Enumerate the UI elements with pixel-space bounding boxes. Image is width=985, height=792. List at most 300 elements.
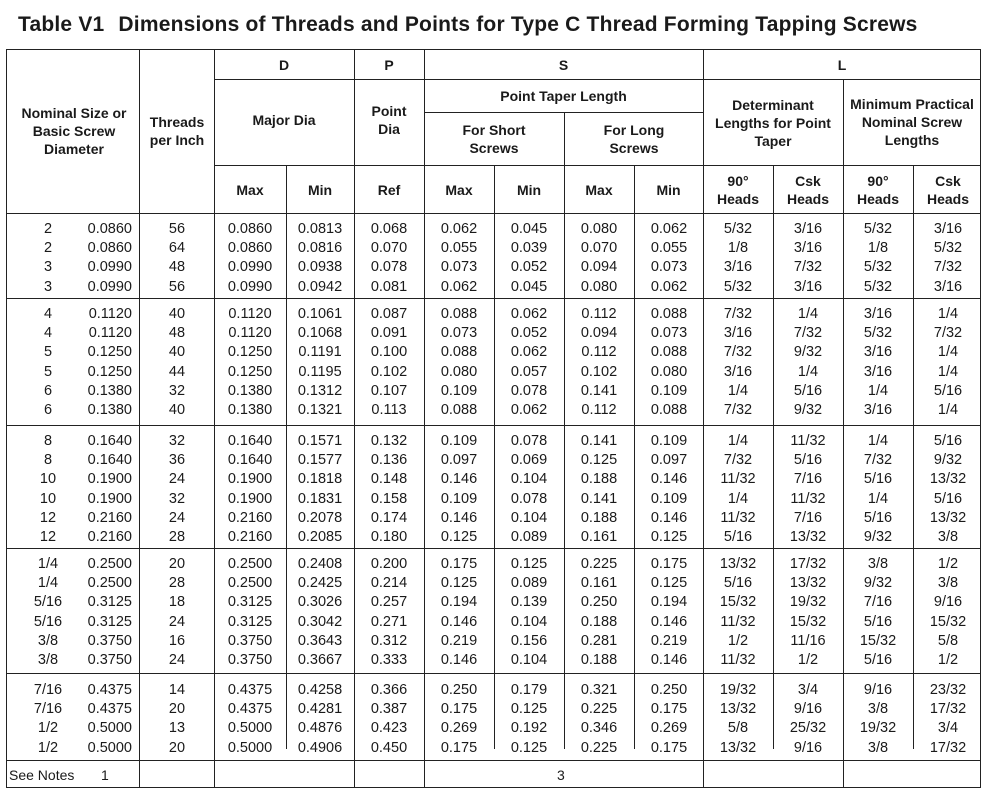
cell-d-min: 0.3026 <box>297 594 343 611</box>
cell-s-long-min: 0.073 <box>650 325 688 342</box>
cell-det-90-heads: 7/32 <box>723 344 753 361</box>
cell-basic-diameter: 0.1120 <box>88 306 132 322</box>
cell-nominal-size: 3/8 <box>37 632 59 649</box>
cell-min-csk-heads: 17/32 <box>929 701 967 718</box>
cell-det-90-heads: 5/16 <box>723 529 753 545</box>
cell-s-short-min: 0.045 <box>510 278 548 295</box>
cell-s-short-min: 0.078 <box>510 433 548 449</box>
cell-threads-per-inch: 24 <box>168 613 186 630</box>
cell-s-long-min: 0.073 <box>650 259 688 276</box>
cell-min-90-heads: 5/16 <box>863 613 893 630</box>
cell-s-short-max: 0.109 <box>440 382 478 399</box>
cell-p-ref: 0.113 <box>371 402 407 418</box>
cell-min-90-heads: 5/16 <box>863 652 893 668</box>
cell-min-90-heads: 9/32 <box>863 575 893 592</box>
cell-s-long-max: 0.281 <box>580 632 618 649</box>
cell-nominal-size: 1/2 <box>37 739 59 756</box>
cell-threads-per-inch: 48 <box>168 259 186 276</box>
cell-d-min: 0.3643 <box>297 632 343 649</box>
cell-s-short-min: 0.052 <box>510 259 548 276</box>
cell-s-long-max: 0.080 <box>580 278 618 295</box>
cell-det-csk-heads: 3/16 <box>793 278 823 295</box>
cell-s-long-max: 0.188 <box>580 613 618 630</box>
cell-nominal-size: 5/16 <box>33 594 63 611</box>
cell-d-max: 0.2500 <box>227 575 273 592</box>
cell-p-ref: 0.068 <box>370 221 408 237</box>
cell-min-csk-heads: 15/32 <box>929 613 967 630</box>
header-s: S <box>558 56 569 73</box>
cell-d-max: 0.4375 <box>227 701 273 718</box>
cell-p-ref: 0.070 <box>370 240 408 257</box>
cell-threads-per-inch: 40 <box>168 344 186 361</box>
cell-nominal-size: 12 <box>39 509 57 526</box>
cell-d-min: 0.1191 <box>298 344 342 361</box>
header-threads-per-inch: Threads per Inch <box>149 114 205 148</box>
cell-d-min: 0.2408 <box>297 556 343 572</box>
cell-min-csk-heads: 1/4 <box>937 306 959 322</box>
cell-nominal-size: 6 <box>43 382 53 399</box>
cell-min-csk-heads: 3/8 <box>937 529 959 545</box>
cell-s-long-max: 0.125 <box>580 452 618 469</box>
cell-min-90-heads: 19/32 <box>859 720 897 737</box>
cell-min-90-heads: 9/32 <box>863 529 893 545</box>
cell-s-long-max: 0.080 <box>580 221 618 237</box>
header-d-min: Min <box>307 181 333 198</box>
cell-nominal-size: 3 <box>43 278 53 295</box>
cell-s-long-min: 0.175 <box>650 556 688 572</box>
cell-s-short-min: 0.089 <box>510 575 548 592</box>
cell-p-ref: 0.087 <box>370 306 408 322</box>
cell-s-short-max: 0.175 <box>440 701 478 718</box>
cell-basic-diameter: 0.1640 <box>87 433 132 449</box>
cell-det-90-heads: 1/8 <box>727 240 749 257</box>
header-det-csk-heads: Csk Heads <box>786 172 830 207</box>
cell-min-90-heads: 9/16 <box>863 682 893 698</box>
cell-d-min: 0.1068 <box>297 325 343 342</box>
header-short-screws: For Short Screws <box>462 122 526 156</box>
header-det-90-heads: 90° Heads <box>716 172 760 207</box>
header-p-ref: Ref <box>377 181 401 198</box>
cell-basic-diameter: 0.1120 <box>88 325 132 342</box>
cell-d-max: 0.0990 <box>227 278 273 295</box>
cell-p-ref: 0.078 <box>370 259 408 276</box>
cell-s-long-min: 0.088 <box>650 344 688 361</box>
header-min-csk-heads: Csk Heads <box>926 172 970 207</box>
cell-p-ref: 0.312 <box>370 632 408 649</box>
cell-d-min: 0.4258 <box>297 682 343 698</box>
cell-s-long-min: 0.055 <box>650 240 688 257</box>
row-divider <box>6 548 981 549</box>
cell-s-short-max: 0.125 <box>440 529 478 545</box>
cell-det-90-heads: 11/32 <box>720 652 756 668</box>
cell-s-short-max: 0.250 <box>440 682 478 698</box>
cell-nominal-size: 2 <box>43 221 53 237</box>
cell-s-short-min: 0.089 <box>510 529 548 545</box>
cell-threads-per-inch: 40 <box>168 306 186 322</box>
cell-d-min: 0.2425 <box>297 575 343 592</box>
cell-s-short-min: 0.045 <box>510 221 548 237</box>
cell-d-max: 0.1900 <box>227 490 273 507</box>
row-divider <box>424 112 703 113</box>
cell-s-long-min: 0.194 <box>650 594 688 611</box>
cell-s-short-min: 0.179 <box>510 682 548 698</box>
cell-p-ref: 0.136 <box>370 452 408 469</box>
cell-p-ref: 0.132 <box>370 433 408 449</box>
cell-basic-diameter: 0.2160 <box>87 509 132 526</box>
cell-nominal-size: 4 <box>43 325 53 342</box>
header-d-max: Max <box>236 181 264 198</box>
cell-threads-per-inch: 24 <box>168 509 186 526</box>
cell-p-ref: 0.107 <box>370 382 408 399</box>
cell-d-min: 0.1571 <box>297 433 343 449</box>
cell-threads-per-inch: 64 <box>168 240 186 257</box>
cell-det-csk-heads: 1/4 <box>797 363 819 380</box>
cell-threads-per-inch: 32 <box>168 382 186 399</box>
cell-threads-per-inch: 20 <box>168 556 186 572</box>
cell-s-long-min: 0.175 <box>650 739 688 756</box>
cell-basic-diameter: 0.1900 <box>87 471 132 488</box>
cell-p-ref: 0.081 <box>370 278 408 295</box>
cell-s-short-max: 0.146 <box>440 652 478 668</box>
cell-basic-diameter: 0.2160 <box>87 529 132 545</box>
cell-det-90-heads: 3/16 <box>723 259 753 276</box>
cell-threads-per-inch: 14 <box>168 682 186 698</box>
cell-basic-diameter: 0.1250 <box>87 363 132 380</box>
cell-s-long-max: 0.141 <box>580 433 618 449</box>
cell-basic-diameter: 0.3125 <box>87 613 132 630</box>
cell-min-csk-heads: 5/16 <box>933 382 963 399</box>
header-major-dia: Major Dia <box>252 112 316 128</box>
cell-threads-per-inch: 56 <box>168 221 186 237</box>
cell-min-90-heads: 3/16 <box>863 306 893 322</box>
cell-det-90-heads: 11/32 <box>720 613 756 630</box>
cell-threads-per-inch: 36 <box>168 452 186 469</box>
cell-p-ref: 0.174 <box>370 509 408 526</box>
cell-s-short-min: 0.156 <box>510 632 548 649</box>
cell-d-max: 0.1250 <box>227 344 273 361</box>
cell-nominal-size: 10 <box>39 490 57 507</box>
cell-s-long-min: 0.146 <box>650 471 688 488</box>
header-determinant-lengths: Determinant Lengths for Point Taper <box>715 97 831 149</box>
header-point-dia: Point Dia <box>371 103 407 137</box>
cell-det-csk-heads: 7/32 <box>793 325 823 342</box>
cell-p-ref: 0.214 <box>370 575 408 592</box>
cell-det-90-heads: 5/32 <box>723 278 753 295</box>
cell-basic-diameter: 0.5000 <box>87 739 132 756</box>
cell-s-long-min: 0.088 <box>650 306 688 322</box>
header-long-min: Min <box>656 181 681 198</box>
cell-p-ref: 0.148 <box>370 471 408 488</box>
cell-min-90-heads: 5/32 <box>863 278 893 295</box>
cell-min-90-heads: 5/16 <box>863 471 893 488</box>
cell-s-short-min: 0.104 <box>510 613 548 630</box>
cell-det-csk-heads: 9/16 <box>793 739 823 756</box>
cell-p-ref: 0.100 <box>370 344 408 361</box>
cell-nominal-size: 1/4 <box>37 556 59 572</box>
cell-s-long-min: 0.109 <box>650 433 688 449</box>
notes-label: See Notes <box>9 767 75 783</box>
cell-s-long-min: 0.080 <box>650 363 688 380</box>
cell-nominal-size: 5 <box>43 363 53 380</box>
cell-det-csk-heads: 7/16 <box>793 509 823 526</box>
cell-s-short-max: 0.055 <box>440 240 478 257</box>
cell-d-max: 0.0860 <box>227 240 273 257</box>
cell-min-csk-heads: 1/2 <box>937 556 959 572</box>
cell-s-short-max: 0.269 <box>440 720 478 737</box>
cell-s-short-min: 0.125 <box>510 556 548 572</box>
cell-s-long-max: 0.321 <box>580 682 618 698</box>
cell-s-long-min: 0.109 <box>650 490 688 507</box>
cell-det-90-heads: 1/4 <box>727 433 749 449</box>
cell-min-90-heads: 1/4 <box>867 382 889 399</box>
cell-min-90-heads: 3/8 <box>867 556 889 572</box>
header-min-90-heads: 90° Heads <box>856 172 900 207</box>
cell-min-90-heads: 1/4 <box>867 433 889 449</box>
cell-basic-diameter: 0.2500 <box>87 556 132 572</box>
cell-nominal-size: 5 <box>43 344 53 361</box>
header-l: L <box>837 56 847 73</box>
cell-threads-per-inch: 13 <box>168 720 186 737</box>
cell-d-min: 0.0816 <box>297 240 343 257</box>
cell-s-long-min: 0.175 <box>650 701 688 718</box>
cell-det-csk-heads: 3/4 <box>797 682 819 698</box>
cell-basic-diameter: 0.2500 <box>87 575 132 592</box>
cell-det-90-heads: 1/4 <box>727 382 749 399</box>
cell-nominal-size: 5/16 <box>33 613 63 630</box>
cell-s-short-max: 0.088 <box>440 344 478 361</box>
cell-d-min: 0.3042 <box>297 613 343 630</box>
cell-s-long-min: 0.125 <box>650 575 688 592</box>
row-divider <box>6 298 981 299</box>
header-d: D <box>278 56 290 73</box>
cell-det-csk-heads: 19/32 <box>789 594 827 611</box>
cell-min-90-heads: 1/8 <box>867 240 889 257</box>
cell-s-short-max: 0.073 <box>440 259 478 276</box>
cell-min-csk-heads: 5/16 <box>933 490 963 507</box>
header-short-max: Max <box>445 181 473 198</box>
cell-s-short-max: 0.146 <box>440 471 478 488</box>
cell-s-long-min: 0.146 <box>650 613 688 630</box>
cell-s-short-min: 0.069 <box>510 452 548 469</box>
cell-det-csk-heads: 11/16 <box>790 632 826 649</box>
cell-d-max: 0.4375 <box>227 682 273 698</box>
cell-s-short-max: 0.073 <box>440 325 478 342</box>
cell-threads-per-inch: 28 <box>168 575 186 592</box>
cell-basic-diameter: 0.4375 <box>87 682 132 698</box>
cell-nominal-size: 3/8 <box>37 652 59 668</box>
cell-det-90-heads: 15/32 <box>719 594 757 611</box>
cell-min-90-heads: 5/32 <box>863 259 893 276</box>
cell-basic-diameter: 0.0860 <box>87 221 132 237</box>
cell-basic-diameter: 0.1900 <box>87 490 132 507</box>
row-divider <box>6 213 981 214</box>
cell-d-max: 0.2160 <box>227 509 273 526</box>
header-p: P <box>384 56 394 73</box>
cell-threads-per-inch: 44 <box>168 363 186 380</box>
cell-threads-per-inch: 16 <box>168 632 186 649</box>
cell-d-max: 0.2160 <box>227 529 273 545</box>
cell-min-csk-heads: 13/32 <box>929 471 967 488</box>
cell-min-csk-heads: 1/4 <box>937 363 959 380</box>
cell-det-90-heads: 3/16 <box>723 363 753 380</box>
cell-nominal-size: 12 <box>39 529 57 545</box>
cell-s-long-min: 0.146 <box>650 652 688 668</box>
cell-det-90-heads: 5/8 <box>727 720 749 737</box>
cell-min-csk-heads: 1/2 <box>937 652 959 668</box>
cell-det-csk-heads: 7/32 <box>793 259 823 276</box>
cell-d-max: 0.1380 <box>227 402 273 418</box>
cell-min-csk-heads: 17/32 <box>929 739 967 756</box>
cell-det-90-heads: 3/16 <box>723 325 753 342</box>
cell-d-min: 0.1831 <box>297 490 343 507</box>
cell-d-min: 0.1818 <box>297 471 343 488</box>
cell-nominal-size: 2 <box>43 240 53 257</box>
cell-d-min: 0.1577 <box>297 452 343 469</box>
cell-det-90-heads: 7/32 <box>723 402 753 418</box>
cell-d-min: 0.1061 <box>297 306 343 322</box>
cell-s-short-min: 0.078 <box>510 382 548 399</box>
cell-basic-diameter: 0.0990 <box>87 259 132 276</box>
cell-p-ref: 0.158 <box>370 490 408 507</box>
header-nominal-size: Nominal Size or Basic Screw Diameter <box>21 105 127 157</box>
cell-min-90-heads: 3/8 <box>867 701 889 718</box>
cell-s-short-min: 0.062 <box>510 344 548 361</box>
cell-det-90-heads: 19/32 <box>719 682 757 698</box>
cell-d-max: 0.3750 <box>227 652 273 668</box>
cell-min-csk-heads: 9/32 <box>933 452 963 469</box>
cell-nominal-size: 7/16 <box>33 682 63 698</box>
cell-threads-per-inch: 20 <box>168 739 186 756</box>
cell-d-min: 0.2085 <box>297 529 343 545</box>
cell-min-csk-heads: 7/32 <box>933 259 963 276</box>
cell-s-long-min: 0.088 <box>650 402 688 418</box>
header-long-screws: For Long Screws <box>603 122 665 156</box>
cell-det-csk-heads: 3/16 <box>793 221 823 237</box>
cell-d-max: 0.0860 <box>227 221 273 237</box>
cell-min-csk-heads: 3/16 <box>933 221 963 237</box>
cell-s-short-min: 0.104 <box>510 652 548 668</box>
cell-basic-diameter: 0.1380 <box>87 402 132 418</box>
cell-s-long-min: 0.109 <box>650 382 688 399</box>
cell-s-short-max: 0.088 <box>440 306 478 322</box>
cell-d-min: 0.0813 <box>297 221 343 237</box>
cell-det-90-heads: 7/32 <box>723 452 753 469</box>
cell-det-csk-heads: 1/4 <box>797 306 819 322</box>
cell-s-short-max: 0.062 <box>440 278 478 295</box>
cell-min-90-heads: 5/16 <box>863 509 893 526</box>
cell-threads-per-inch: 48 <box>168 325 186 342</box>
header-point-taper-length: Point Taper Length <box>500 88 627 104</box>
header-long-max: Max <box>585 181 613 198</box>
cell-s-long-max: 0.070 <box>580 240 618 257</box>
cell-s-short-min: 0.104 <box>510 509 548 526</box>
cell-det-90-heads: 13/32 <box>719 739 757 756</box>
cell-d-max: 0.2500 <box>227 556 273 572</box>
cell-s-short-max: 0.175 <box>440 739 478 756</box>
cell-nominal-size: 1/2 <box>37 720 59 737</box>
row-divider <box>6 673 981 674</box>
cell-p-ref: 0.257 <box>370 594 408 611</box>
cell-det-csk-heads: 25/32 <box>789 720 827 737</box>
table-caption: Dimensions of Threads and Points for Type C Thread Forming Tapping Screws <box>118 13 918 36</box>
cell-threads-per-inch: 18 <box>168 594 186 611</box>
cell-s-long-max: 0.188 <box>580 652 618 668</box>
cell-d-max: 0.1120 <box>228 325 272 342</box>
cell-s-short-max: 0.109 <box>440 490 478 507</box>
cell-p-ref: 0.091 <box>370 325 408 342</box>
cell-d-max: 0.5000 <box>227 720 273 737</box>
cell-s-long-max: 0.250 <box>580 594 618 611</box>
cell-det-90-heads: 13/32 <box>719 556 757 572</box>
cell-d-max: 0.1900 <box>227 471 273 488</box>
cell-det-90-heads: 1/2 <box>727 632 749 649</box>
cell-nominal-size: 1/4 <box>37 575 59 592</box>
cell-p-ref: 0.450 <box>370 739 408 756</box>
cell-nominal-size: 4 <box>43 306 53 322</box>
cell-d-min: 0.1312 <box>297 382 343 399</box>
cell-s-long-max: 0.102 <box>580 363 618 380</box>
cell-det-csk-heads: 9/32 <box>793 344 823 361</box>
cell-s-short-min: 0.052 <box>510 325 548 342</box>
cell-s-short-max: 0.175 <box>440 556 478 572</box>
header-min-practical-lengths: Minimum Practical Nominal Screw Lengths <box>850 96 974 148</box>
cell-s-long-max: 0.094 <box>580 259 618 276</box>
cell-s-short-max: 0.194 <box>440 594 478 611</box>
cell-basic-diameter: 0.3750 <box>87 652 132 668</box>
cell-s-short-max: 0.097 <box>440 452 478 469</box>
cell-basic-diameter: 0.3750 <box>87 632 132 649</box>
cell-p-ref: 0.423 <box>370 720 408 737</box>
cell-s-short-max: 0.219 <box>440 632 478 649</box>
cell-det-csk-heads: 5/16 <box>793 452 823 469</box>
cell-det-csk-heads: 11/32 <box>790 490 826 507</box>
cell-s-long-min: 0.146 <box>650 509 688 526</box>
cell-p-ref: 0.200 <box>370 556 408 572</box>
cell-min-90-heads: 3/8 <box>867 739 889 756</box>
cell-s-long-max: 0.094 <box>580 325 618 342</box>
cell-s-long-max: 0.112 <box>581 402 617 418</box>
cell-min-csk-heads: 3/16 <box>933 278 963 295</box>
cell-s-short-min: 0.062 <box>510 306 548 322</box>
cell-d-max: 0.5000 <box>227 739 273 756</box>
cell-s-long-min: 0.097 <box>650 452 688 469</box>
cell-det-csk-heads: 9/16 <box>793 701 823 718</box>
cell-d-max: 0.3125 <box>227 594 273 611</box>
cell-threads-per-inch: 24 <box>168 652 186 668</box>
cell-d-min: 0.1321 <box>297 402 343 418</box>
cell-min-90-heads: 7/32 <box>863 452 893 469</box>
cell-s-long-max: 0.225 <box>580 556 618 572</box>
cell-min-90-heads: 1/4 <box>867 490 889 507</box>
cell-d-max: 0.1250 <box>227 363 273 380</box>
cell-s-long-min: 0.062 <box>650 221 688 237</box>
cell-s-long-min: 0.250 <box>650 682 688 698</box>
cell-det-90-heads: 11/32 <box>720 471 756 488</box>
cell-threads-per-inch: 28 <box>168 529 186 545</box>
cell-min-csk-heads: 9/16 <box>933 594 963 611</box>
cell-p-ref: 0.366 <box>370 682 408 698</box>
cell-basic-diameter: 0.1640 <box>87 452 132 469</box>
cell-s-short-min: 0.125 <box>510 739 548 756</box>
cell-basic-diameter: 0.1250 <box>87 344 132 361</box>
cell-s-long-max: 0.225 <box>580 701 618 718</box>
cell-det-csk-heads: 13/32 <box>789 529 827 545</box>
cell-p-ref: 0.333 <box>370 652 408 668</box>
cell-det-90-heads: 7/32 <box>723 306 753 322</box>
cell-d-min: 0.1195 <box>298 363 342 380</box>
cell-det-90-heads: 11/32 <box>720 509 756 526</box>
cell-nominal-size: 8 <box>43 452 53 469</box>
